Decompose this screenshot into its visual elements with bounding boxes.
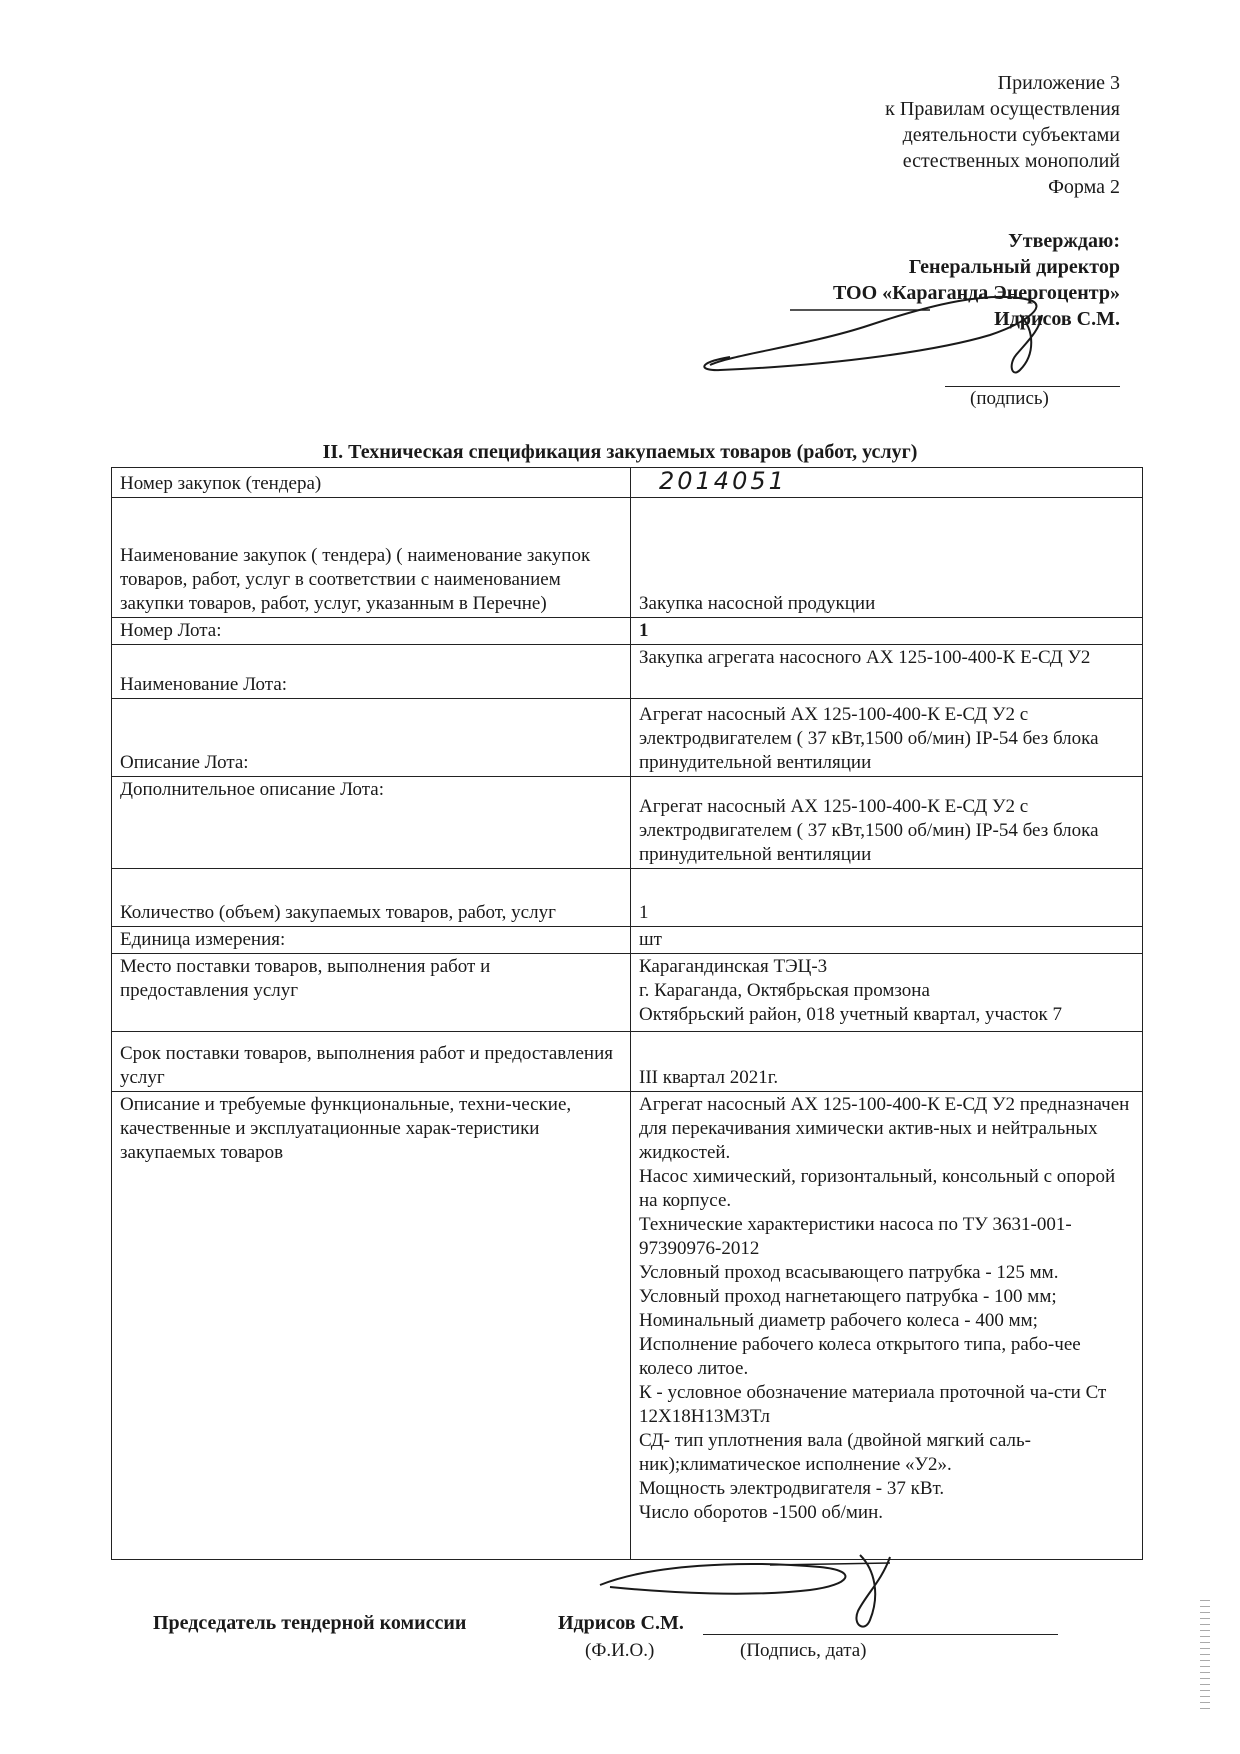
appendix-line: Приложение 3 <box>997 72 1120 94</box>
row-label: Номер закупок (тендера) <box>112 468 631 498</box>
row-value: 1 <box>631 869 1143 927</box>
value-line: Технические характеристики насоса по ТУ 3631-001-97390976-2012 <box>639 1214 1072 1259</box>
signature-date-caption: (Подпись, дата) <box>740 1640 867 1661</box>
table-row <box>112 869 1143 927</box>
value-line: Номинальный диаметр рабочего колеса - 400 мм; <box>639 1310 1038 1331</box>
row-label: Номер Лота: <box>112 618 631 645</box>
value-line: Условный проход нагнетающего патрубка - 100 мм; <box>639 1286 1057 1307</box>
specification-table <box>111 467 1143 1560</box>
scan-edge-marks <box>1200 1600 1210 1710</box>
chairman-name: Идрисов С.М. <box>558 1612 684 1634</box>
row-value <box>631 1092 1143 1560</box>
table-row <box>112 618 1143 645</box>
row-value: шт <box>631 927 1143 954</box>
section-title: II. Техническая спецификация закупаемых товаров (работ, услуг) <box>322 441 918 463</box>
fio-caption: (Ф.И.О.) <box>585 1640 655 1661</box>
appendix-line: Форма 2 <box>1048 176 1120 198</box>
row-label: Описание и требуемые функциональные, техни-ческие, качественные и эксплуатационные харак-теристики закупаемых товаров <box>112 1092 631 1560</box>
value-line: Число оборотов -1500 об/мин. <box>639 1502 884 1523</box>
value-line: Карагандинская ТЭЦ-3 <box>639 956 828 977</box>
row-label: Срок поставки товаров, выполнения работ и предоставления услуг <box>112 1032 631 1092</box>
row-label: Количество (объем) закупаемых товаров, работ, услуг <box>112 869 631 927</box>
table-row <box>112 498 1143 618</box>
tender-number-handwritten: 2014051 <box>659 467 787 495</box>
appendix-line: к Правилам осуществления <box>885 98 1120 120</box>
row-label: Наименование закупок ( тендера) ( наименование закупок товаров, работ, услуг в соответствии с наименованием закупки товаров, работ, услуг, указанным в Перечне) <box>112 498 631 618</box>
value-line: СД- тип уплотнения вала (двойной мягкий саль-ник);климатическое исполнение «У2». <box>639 1430 1031 1475</box>
table-row <box>112 468 1143 498</box>
value-line: Исполнение рабочего колеса открытого типа, рабо-чее колесо литое. <box>639 1334 1081 1379</box>
table-row <box>112 645 1143 699</box>
table-row <box>112 1092 1143 1560</box>
table-row <box>112 699 1143 777</box>
value-line: г. Караганда, Октябрьская промзона <box>639 980 930 1001</box>
value-line: К - условное обозначение материала проточной ча-сти Ст 12Х18Н13М3Тл <box>639 1382 1107 1427</box>
appendix-block <box>700 70 1120 200</box>
value-line: Агрегат насосный АХ 125-100-400-К Е-СД У2 предназначен для перекачивания химически актив-ных и нейтральных жидкостей. <box>639 1094 1130 1163</box>
approval-signature-line <box>945 386 1120 387</box>
value-line: Октябрьский район, 018 учетный квартал, участок 7 <box>639 1004 1062 1025</box>
row-value <box>631 468 1143 498</box>
approval-line: Генеральный директор <box>908 256 1120 278</box>
value-line: Условный проход всасывающего патрубка - 125 мм. <box>639 1262 1059 1283</box>
row-value: Закупка агрегата насосного АХ 125-100-400-К Е-СД У2 <box>631 645 1143 699</box>
row-label: Единица измерения: <box>112 927 631 954</box>
row-value: Закупка насосной продукции <box>631 498 1143 618</box>
table-row <box>112 954 1143 1032</box>
value-line: Мощность электродвигателя - 37 кВт. <box>639 1478 945 1499</box>
row-value: III квартал 2021г. <box>631 1032 1143 1092</box>
approval-signature-caption: (подпись) <box>970 388 1049 409</box>
approval-block <box>640 228 1120 332</box>
approval-line: ТОО «Караганда Энергоцентр» <box>832 282 1120 304</box>
table-row <box>112 777 1143 869</box>
appendix-line: деятельности субъектами <box>902 124 1120 146</box>
chairman-signature-line <box>703 1634 1058 1635</box>
table-row <box>112 927 1143 954</box>
row-label: Наименование Лота: <box>112 645 631 699</box>
chairman-label: Председатель тендерной комиссии <box>153 1612 467 1634</box>
table-row <box>112 1032 1143 1092</box>
row-label: Дополнительное описание Лота: <box>112 777 631 869</box>
approval-line: Идрисов С.М. <box>994 308 1120 330</box>
row-value: Агрегат насосный АХ 125-100-400-К Е-СД У2 с электродвигателем ( 37 кВт,1500 об/мин) IP-54 без блока принудительной вентиляции <box>631 699 1143 777</box>
row-value <box>631 954 1143 1032</box>
approval-line: Утверждаю: <box>1008 230 1120 252</box>
row-value: Агрегат насосный АХ 125-100-400-К Е-СД У2 с электродвигателем ( 37 кВт,1500 об/мин) IP-54 без блока принудительной вентиляции <box>631 777 1143 869</box>
row-label: Описание Лота: <box>112 699 631 777</box>
row-value: 1 <box>631 618 1143 645</box>
value-line: Насос химический, горизонтальный, консольный с опорой на корпусе. <box>639 1166 1116 1211</box>
appendix-line: естественных монополий <box>902 150 1120 172</box>
row-label: Место поставки товаров, выполнения работ и предоставления услуг <box>112 954 631 1032</box>
